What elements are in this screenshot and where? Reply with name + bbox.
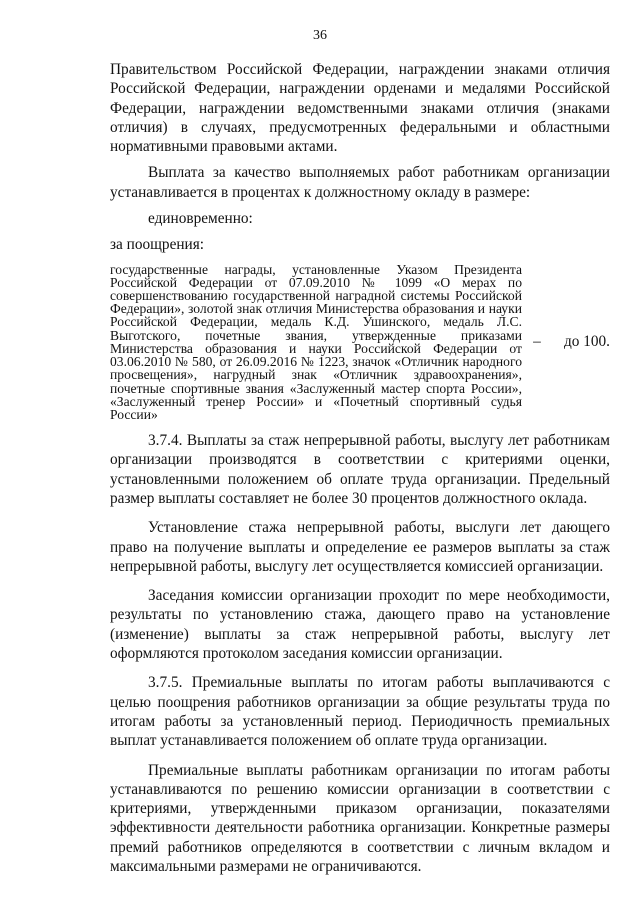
document-body <box>110 60 610 876</box>
label-one-time: единовременно: <box>148 210 253 228</box>
paragraph-quality-payment: Выплата за качество выполняемых работ работникам организации устанавливается в процентах к должностному окладу в размере: <box>110 164 610 201</box>
label-for-awards: за поощрения: <box>110 236 205 254</box>
paragraph-commission-meetings: Заседания комиссии организации проходит по мере необходимости, результаты по установлению стажа, дающего право на установление (изменение) выплаты за стаж непрерывной работы, выслугу лет оформляются протоколом заседания комиссии организации. <box>110 587 610 663</box>
paragraph-bonus-payments: Премиальные выплаты работникам организации по итогам работы устанавливаются по решению комиссии организации в соответствии с критериями, утвержденными приказом организации, показателями эффективности деятельности работника организации. Конкретные размеры премий работников определяются в соответствии с личным вкладом и максимальными размерами не ограничиваются. <box>110 761 610 876</box>
paragraph-awards-continuation: Правительством Российской Федерации, награждении знаками отличия Российской Федерации, награждении орденами и медалями Российской Федерации, награждении ведомственными знаками отличия (знаками отличия) в случаях, предусмотренных федеральными и областными нормативными правовыми актами. <box>110 61 610 156</box>
paragraph-3-7-5: 3.7.5. Премиальные выплаты по итогам работы выплачиваются с целью поощрения работников организации за общие результаты труда по итогам работы за установленный период. Периодичность премиальных выплат устанавливается положением об оплате труда организации. <box>110 674 610 750</box>
page-number: 36 <box>313 28 327 43</box>
award-description: государственные награды, установленные Указом Президента Российской Федерации от 07.09.2010 № 1099 «О мерах по совершенствованию государственной наградной системы Российской Федерации», золотой знак отличия Министерства образования и науки Российской Федерации, медаль К.Д. Ушинского, медаль Л.С. Выготского, почетные звания, утвержденные приказами Министерства образования и науки Российской Федерации от 03.06.2010 № 580, от 26.09.2016 № 1223, значок «Отличник народного просвещения», нагрудный знак «Отличник здравоохранения», почетные спортивные звания «Заслуженный мастер спорта России», «Заслуженный тренер России» и «Почетный спортивный судья России» <box>110 261 522 422</box>
award-dash: – <box>533 333 541 351</box>
award-amount: до 100. <box>563 333 610 351</box>
paragraph-3-7-4: 3.7.4. Выплаты за стаж непрерывной работы, выслугу лет работникам организации производятся в соответствии с критериями оценки, установленными положением об оплате труда организации. Предельный размер выплаты составляет не более 30 процентов должностного оклада. <box>110 432 610 507</box>
paragraph-seniority-establishment: Установление стажа непрерывной работы, выслуги лет дающего право на получение выплаты и определение ее размеров выплаты за стаж непрерывной работы, выслугу лет осуществляется комиссией организации. <box>110 519 610 575</box>
award-payment-row <box>110 263 610 421</box>
